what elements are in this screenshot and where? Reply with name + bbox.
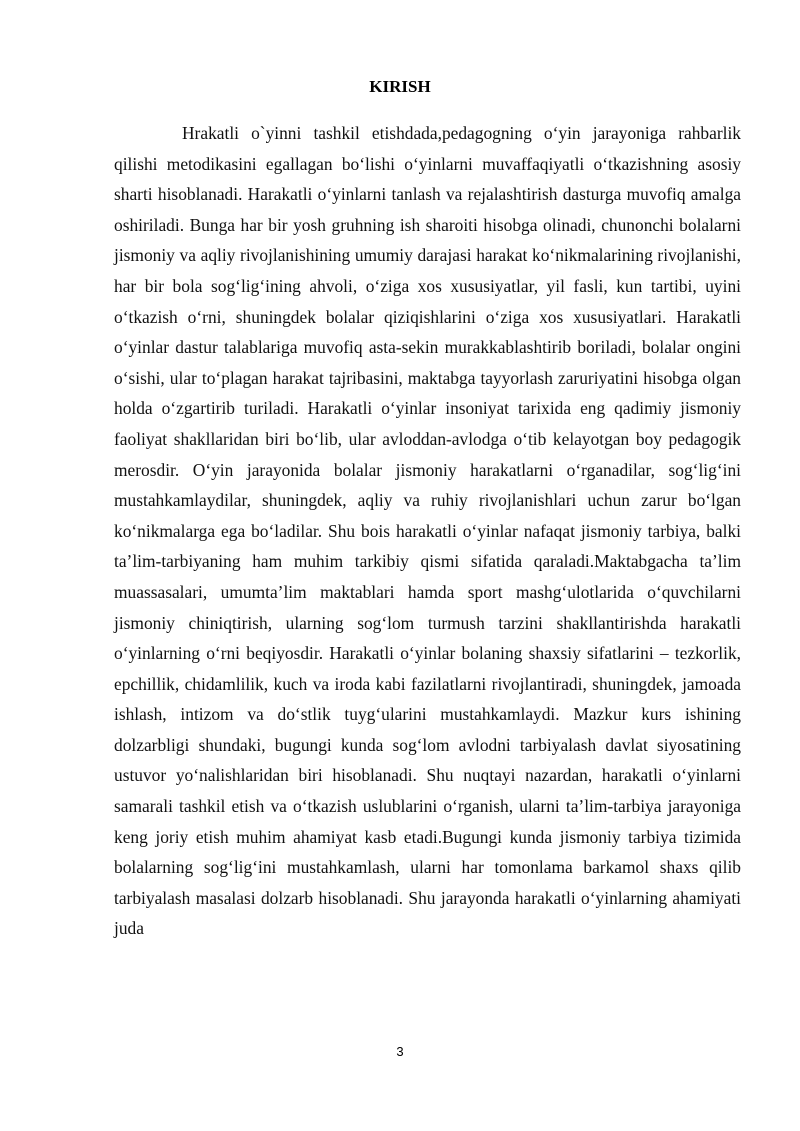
body-paragraph: Hrakatli o`yinni tashkil etishdada,pedagogning o‘yin jarayoniga rahbarlik qilishi metodikasini egallagan bo‘lishi o‘yinlarni muvaffaqiyatli o‘tkazishning asosiy sharti hisoblanadi. Harakatli o‘yinlarni tanlash va rejalashtirish dasturga muvofiq amalga oshiriladi. Bunga har bir yosh gruhning ish sharoiti hisobga olinadi, chunonchi bolalarni jismoniy va aqliy rivojlanishining umumiy darajasi harakat ko‘nikmalarining rivojlanishi, har bir bola sog‘lig‘ining ahvoli, o‘ziga xos xususiyatlar, yil fasli, kun tartibi, uyini o‘tkazish o‘rni, shuningdek bolalar qiziqishlarini o‘ziga xos xususiyatlari. Harakatli o‘yinlar dastur talablariga muvofiq asta-sekin murakkablashtirib boriladi, bolalar ongini o‘sishi, ular to‘plagan harakat tajribasini, maktabga tayyorlash zaruriyatini hisobga olgan holda o‘zgartirib turiladi. Harakatli o‘yinlar insoniyat tarixida eng qadimiy jismoniy faoliyat shakllaridan biri bo‘lib, ular avloddan-avlodga o‘tib kelayotgan boy pedagogik merosdir. O‘yin jarayonida bolalar jismoniy harakatlarni o‘rganadilar, sog‘lig‘ini mustahkamlaydilar, shuningdek, aqliy va ruhiy rivojlanishlari uchun zarur bo‘lgan ko‘nikmalarga ega bo‘ladilar. Shu bois harakatli o‘yinlar nafaqat jismoniy tarbiya, balki ta’lim-tarbiyaning ham muhim tarkibiy qismi sifatida qaraladi.Maktabgacha ta’lim muassasalari, umumta’lim maktablari hamda sport mashg‘ulotlarida o‘quvchilarni jismoniy chiniqtirish, ularning sog‘lom turmush tarzini shakllantirishda harakatli o‘yinlarning o‘rni beqiyosdir. Harakatli o‘yinlar bolaning shaxsiy sifatlarini – tezkorlik, epchillik, chidamlilik, kuch va iroda kabi fazilatlarni rivojlantiradi, shuningdek, jamoada ishlash, intizom va do‘stlik tuyg‘ularini mustahkamlaydi. Mazkur kurs ishining dolzarbligi shundaki, bugungi kunda sog‘lom avlodni tarbiyalash davlat siyosatining ustuvor yo‘nalishlaridan biri hisoblanadi. Shu nuqtayi nazardan, harakatli o‘yinlarni samarali tashkil etish va o‘tkazish uslublarini o‘rganish, ularni ta’lim-tarbiya jarayoniga keng joriy etish muhim ahamiyat kasb etadi.Bugungi kunda jismoniy tarbiya tizimida bolalarning sog‘lig‘ini mustahkamlash, ularni har tomonlama barkamol shaxs qilib tarbiyalash masalasi dolzarb hisoblanadi. Shu jarayonda harakatli o‘yinlarning ahamiyati juda	[114, 123, 741, 939]
page-number: 3	[396, 1044, 404, 1059]
section-heading: KIRISH	[369, 77, 431, 96]
